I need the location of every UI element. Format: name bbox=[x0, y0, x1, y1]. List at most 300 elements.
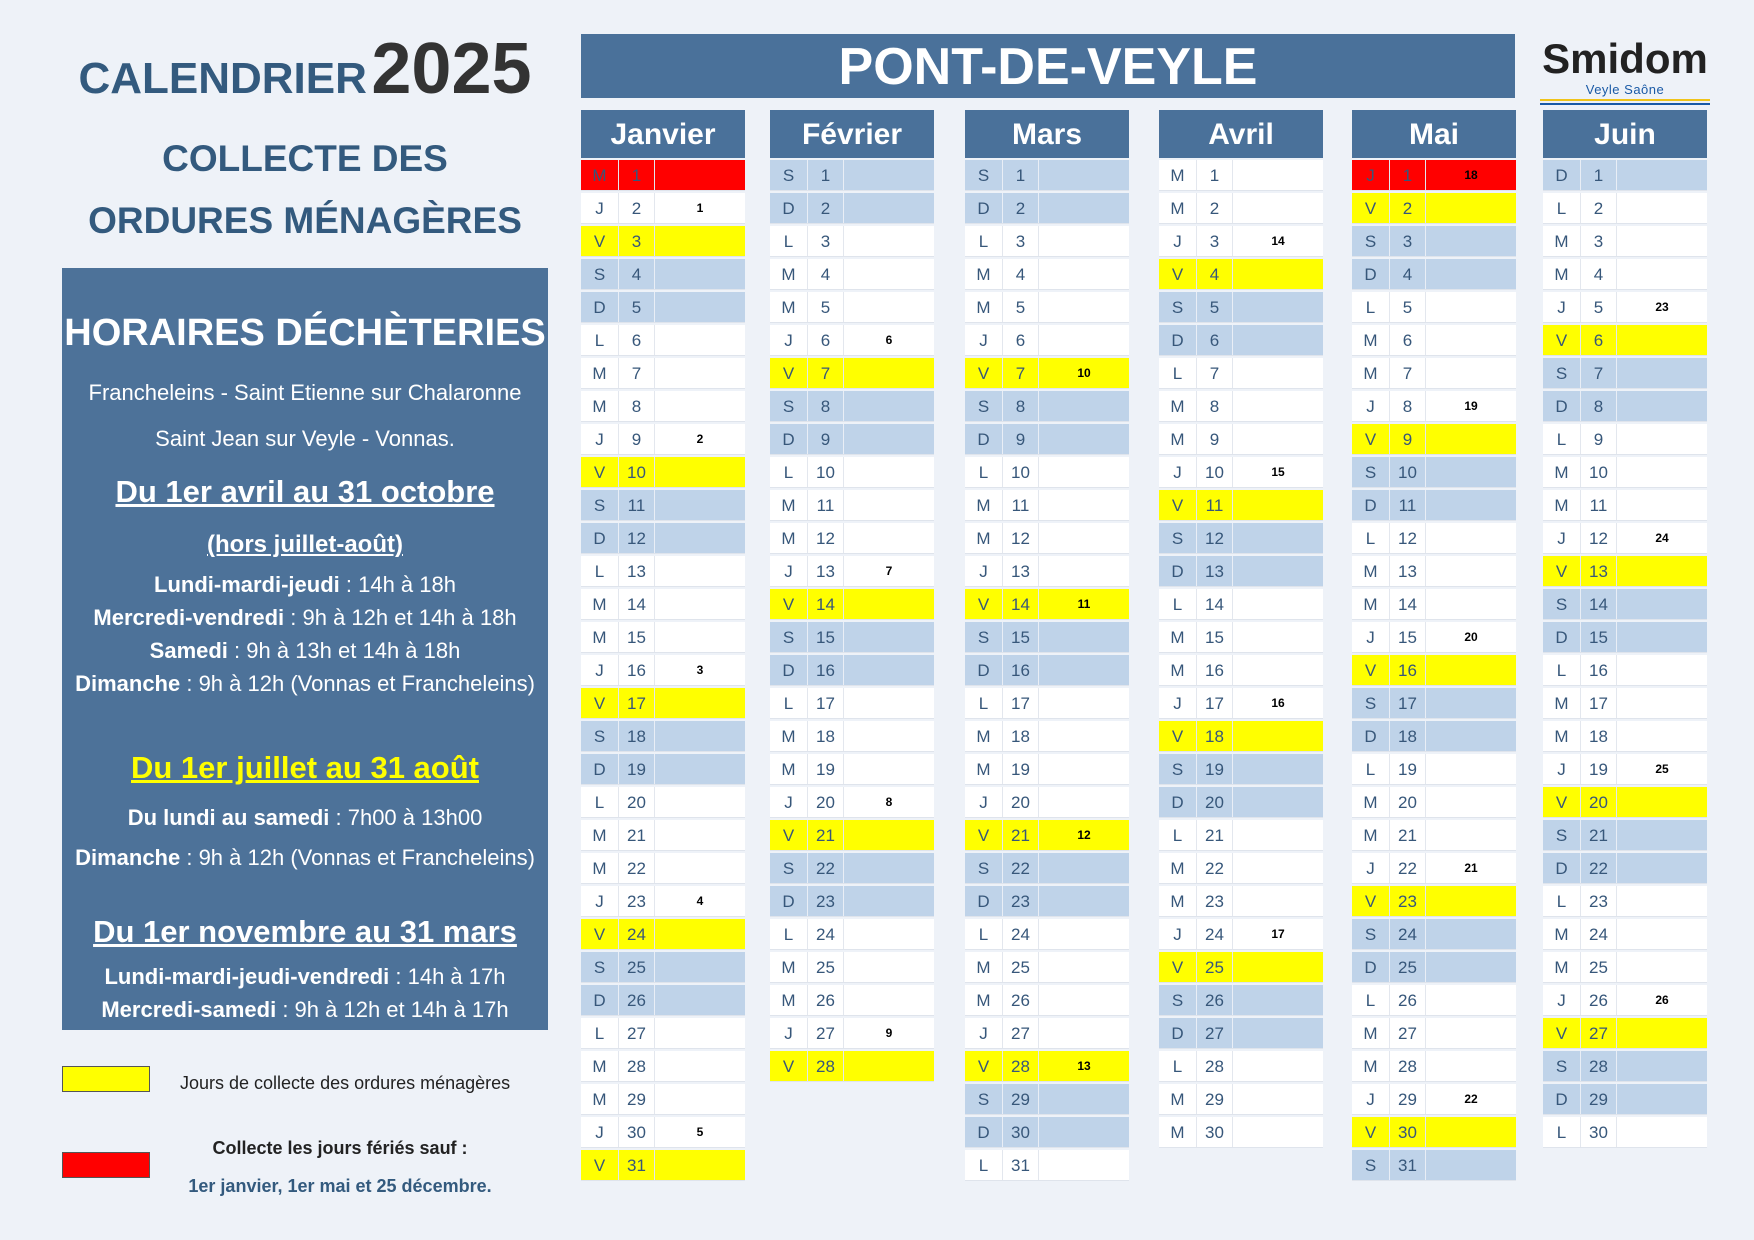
day-row bbox=[770, 721, 934, 752]
schedule-text: : 7h00 à 13h00 bbox=[329, 805, 483, 830]
period-2-line bbox=[62, 805, 548, 831]
day-of-week: S bbox=[1159, 985, 1197, 1015]
collection-number: 21 bbox=[1464, 861, 1478, 875]
day-row bbox=[965, 985, 1129, 1016]
month-header: Mars bbox=[965, 110, 1129, 158]
day-number: 15 bbox=[619, 622, 655, 652]
day-row bbox=[581, 952, 745, 983]
collection-number bbox=[1039, 985, 1129, 1015]
day-row bbox=[965, 754, 1129, 785]
day-of-week: M bbox=[965, 754, 1003, 784]
collection-number bbox=[1233, 358, 1323, 388]
day-number: 15 bbox=[1390, 622, 1426, 652]
day-row bbox=[1159, 985, 1323, 1016]
collection-number bbox=[1426, 523, 1516, 553]
collection-number bbox=[655, 721, 745, 751]
day-of-week: L bbox=[965, 226, 1003, 256]
day-of-week: L bbox=[1543, 424, 1581, 454]
day-of-week: L bbox=[1159, 358, 1197, 388]
day-row bbox=[1159, 820, 1323, 851]
day-row bbox=[965, 1117, 1129, 1148]
day-of-week: S bbox=[581, 259, 619, 289]
day-row bbox=[1543, 424, 1707, 455]
day-number: 26 bbox=[808, 985, 844, 1015]
day-number: 26 bbox=[619, 985, 655, 1015]
collection-number bbox=[1039, 556, 1129, 586]
month-header: Mai bbox=[1352, 110, 1516, 158]
day-number: 22 bbox=[1390, 853, 1426, 883]
day-number: 31 bbox=[619, 1150, 655, 1180]
collection-number bbox=[844, 853, 934, 883]
day-of-week: D bbox=[965, 193, 1003, 223]
day-number: 10 bbox=[1003, 457, 1039, 487]
day-of-week: D bbox=[581, 292, 619, 322]
day-row bbox=[965, 919, 1129, 950]
day-number: 21 bbox=[1581, 820, 1617, 850]
day-of-week: D bbox=[1543, 160, 1581, 190]
day-number: 13 bbox=[1581, 556, 1617, 586]
day-number: 15 bbox=[808, 622, 844, 652]
day-of-week: D bbox=[770, 655, 808, 685]
day-row bbox=[1159, 556, 1323, 587]
collection-number bbox=[1617, 919, 1707, 949]
day-number: 2 bbox=[1390, 193, 1426, 223]
day-of-week: M bbox=[965, 523, 1003, 553]
day-of-week: M bbox=[1159, 655, 1197, 685]
day-row bbox=[965, 391, 1129, 422]
day-of-week: L bbox=[581, 787, 619, 817]
collection-number bbox=[655, 523, 745, 553]
page-title bbox=[0, 28, 610, 110]
day-number: 29 bbox=[1003, 1084, 1039, 1114]
collection-number bbox=[1617, 490, 1707, 520]
day-of-week: S bbox=[965, 622, 1003, 652]
day-of-week: M bbox=[1159, 1117, 1197, 1147]
legend-holiday-text-2: 1er janvier, 1er mai et 25 décembre. bbox=[188, 1176, 492, 1196]
day-number: 3 bbox=[1003, 226, 1039, 256]
day-of-week: J bbox=[1543, 292, 1581, 322]
day-number: 22 bbox=[808, 853, 844, 883]
day-of-week: L bbox=[581, 1018, 619, 1048]
collection-number bbox=[1617, 1018, 1707, 1048]
day-number: 25 bbox=[1581, 952, 1617, 982]
day-number: 15 bbox=[1581, 622, 1617, 652]
collection-number: 12 bbox=[1077, 828, 1091, 842]
collection-number bbox=[844, 226, 934, 256]
day-of-week: M bbox=[581, 853, 619, 883]
day-number: 27 bbox=[1003, 1018, 1039, 1048]
day-of-week: L bbox=[1543, 193, 1581, 223]
day-row bbox=[1352, 721, 1516, 752]
day-row bbox=[965, 1150, 1129, 1181]
day-number: 11 bbox=[1197, 490, 1233, 520]
period-3-line bbox=[62, 997, 548, 1023]
day-of-week: L bbox=[1352, 754, 1390, 784]
day-row bbox=[1159, 853, 1323, 884]
day-number: 24 bbox=[1390, 919, 1426, 949]
locations-line-2: Saint Jean sur Veyle - Vonnas. bbox=[155, 426, 455, 451]
collection-number: 4 bbox=[696, 894, 704, 908]
day-row bbox=[1159, 325, 1323, 356]
day-row bbox=[1543, 1051, 1707, 1082]
collection-number bbox=[1617, 886, 1707, 916]
collection-number: 13 bbox=[1077, 1059, 1091, 1073]
day-of-week: M bbox=[1159, 424, 1197, 454]
day-number: 20 bbox=[619, 787, 655, 817]
collection-number bbox=[1233, 1051, 1323, 1081]
day-number: 14 bbox=[1003, 589, 1039, 619]
day-row bbox=[1543, 160, 1707, 191]
collection-number bbox=[655, 853, 745, 883]
month-days bbox=[965, 160, 1129, 1181]
day-of-week: M bbox=[1543, 952, 1581, 982]
legend-holiday-swatch bbox=[62, 1152, 150, 1178]
collection-number bbox=[1426, 358, 1516, 388]
collection-number bbox=[1233, 952, 1323, 982]
collection-number bbox=[1617, 325, 1707, 355]
collection-number bbox=[1039, 886, 1129, 916]
collection-number bbox=[1617, 688, 1707, 718]
day-row bbox=[581, 226, 745, 257]
day-of-week: D bbox=[965, 1117, 1003, 1147]
collection-number bbox=[655, 985, 745, 1015]
day-number: 1 bbox=[808, 160, 844, 190]
day-number: 5 bbox=[808, 292, 844, 322]
day-of-week: M bbox=[770, 259, 808, 289]
month-column-mars bbox=[965, 110, 1129, 1183]
day-row bbox=[1543, 754, 1707, 785]
collection-number bbox=[1617, 358, 1707, 388]
day-number: 9 bbox=[1197, 424, 1233, 454]
day-number: 19 bbox=[1003, 754, 1039, 784]
day-of-week: J bbox=[770, 325, 808, 355]
collection-number bbox=[1426, 589, 1516, 619]
day-of-week: D bbox=[965, 424, 1003, 454]
collection-number bbox=[655, 160, 745, 190]
collection-number bbox=[1426, 688, 1516, 718]
day-of-week: L bbox=[1159, 589, 1197, 619]
day-of-week: S bbox=[770, 391, 808, 421]
day-number: 4 bbox=[1581, 259, 1617, 289]
day-number: 19 bbox=[1390, 754, 1426, 784]
schedule-label: Mercredi-samedi bbox=[101, 997, 277, 1022]
collection-number bbox=[844, 292, 934, 322]
day-row bbox=[965, 193, 1129, 224]
day-of-week: M bbox=[1159, 193, 1197, 223]
day-row bbox=[1159, 193, 1323, 224]
collection-number bbox=[844, 457, 934, 487]
day-row bbox=[1543, 721, 1707, 752]
day-number: 23 bbox=[619, 886, 655, 916]
day-of-week: D bbox=[581, 523, 619, 553]
collection-number bbox=[1617, 787, 1707, 817]
day-number: 16 bbox=[1390, 655, 1426, 685]
day-number: 12 bbox=[808, 523, 844, 553]
day-row bbox=[1543, 1018, 1707, 1049]
day-number: 28 bbox=[1581, 1051, 1617, 1081]
collection-number bbox=[1617, 1051, 1707, 1081]
day-row bbox=[1543, 1117, 1707, 1148]
collection-number bbox=[655, 820, 745, 850]
day-number: 21 bbox=[808, 820, 844, 850]
period-1-title: Du 1er avril au 31 octobre bbox=[115, 474, 495, 509]
day-number: 8 bbox=[1003, 391, 1039, 421]
collection-number bbox=[844, 490, 934, 520]
collection-number bbox=[1233, 589, 1323, 619]
day-number: 5 bbox=[1581, 292, 1617, 322]
day-number: 17 bbox=[1390, 688, 1426, 718]
day-number: 6 bbox=[1003, 325, 1039, 355]
day-of-week: L bbox=[1352, 292, 1390, 322]
month-header: Janvier bbox=[581, 110, 745, 158]
schedule-label: Dimanche bbox=[75, 845, 181, 870]
day-row bbox=[770, 391, 934, 422]
collection-number bbox=[844, 688, 934, 718]
day-row bbox=[770, 358, 934, 389]
day-row bbox=[1543, 259, 1707, 290]
day-row bbox=[581, 622, 745, 653]
day-number: 25 bbox=[808, 952, 844, 982]
collection-number: 20 bbox=[1464, 630, 1478, 644]
collection-number bbox=[1617, 853, 1707, 883]
day-number: 14 bbox=[808, 589, 844, 619]
day-number: 19 bbox=[808, 754, 844, 784]
collection-number bbox=[655, 589, 745, 619]
day-of-week: D bbox=[1543, 853, 1581, 883]
day-row bbox=[1543, 325, 1707, 356]
day-row bbox=[581, 820, 745, 851]
day-of-week: J bbox=[965, 787, 1003, 817]
day-of-week: J bbox=[1159, 457, 1197, 487]
day-number: 27 bbox=[1390, 1018, 1426, 1048]
day-row bbox=[1352, 787, 1516, 818]
day-number: 8 bbox=[1581, 391, 1617, 421]
day-of-week: V bbox=[965, 820, 1003, 850]
collection-number bbox=[1039, 325, 1129, 355]
collection-number bbox=[1233, 721, 1323, 751]
collection-number bbox=[1039, 1084, 1129, 1114]
day-row bbox=[770, 193, 934, 224]
day-of-week: J bbox=[1352, 622, 1390, 652]
day-of-week: L bbox=[965, 688, 1003, 718]
day-row bbox=[1352, 655, 1516, 686]
day-of-week: M bbox=[770, 721, 808, 751]
day-of-week: S bbox=[1543, 358, 1581, 388]
day-row bbox=[770, 754, 934, 785]
day-of-week: D bbox=[1159, 1018, 1197, 1048]
day-of-week: S bbox=[1159, 754, 1197, 784]
day-of-week: D bbox=[1352, 259, 1390, 289]
day-of-week: M bbox=[1352, 820, 1390, 850]
day-number: 21 bbox=[619, 820, 655, 850]
collection-number bbox=[1426, 721, 1516, 751]
day-row bbox=[965, 490, 1129, 521]
day-row bbox=[1352, 424, 1516, 455]
day-number: 24 bbox=[619, 919, 655, 949]
day-number: 4 bbox=[619, 259, 655, 289]
day-row bbox=[581, 292, 745, 323]
day-number: 8 bbox=[619, 391, 655, 421]
legend-holiday-text-1: Collecte les jours fériés sauf : bbox=[212, 1138, 468, 1158]
collection-number: 25 bbox=[1655, 762, 1669, 776]
day-number: 16 bbox=[1581, 655, 1617, 685]
day-of-week: S bbox=[965, 853, 1003, 883]
day-number: 12 bbox=[619, 523, 655, 553]
page-subtitle bbox=[0, 128, 610, 252]
day-number: 25 bbox=[619, 952, 655, 982]
day-row bbox=[770, 160, 934, 191]
collection-number bbox=[1426, 1051, 1516, 1081]
collection-number bbox=[1233, 787, 1323, 817]
day-of-week: J bbox=[1543, 754, 1581, 784]
collection-number: 23 bbox=[1655, 300, 1669, 314]
collection-number bbox=[655, 325, 745, 355]
day-of-week: M bbox=[581, 820, 619, 850]
day-row bbox=[1352, 193, 1516, 224]
day-row bbox=[1159, 655, 1323, 686]
collection-number bbox=[844, 523, 934, 553]
collection-number bbox=[844, 160, 934, 190]
collection-number bbox=[655, 952, 745, 982]
day-number: 12 bbox=[1581, 523, 1617, 553]
schedule-text: : 9h à 12h et 14h à 18h bbox=[284, 605, 517, 630]
day-of-week: L bbox=[1543, 1117, 1581, 1147]
day-of-week: D bbox=[1352, 721, 1390, 751]
day-number: 3 bbox=[1581, 226, 1617, 256]
day-of-week: V bbox=[1543, 325, 1581, 355]
day-of-week: L bbox=[1543, 655, 1581, 685]
day-row bbox=[581, 985, 745, 1016]
collection-number bbox=[1233, 820, 1323, 850]
day-row bbox=[1159, 1084, 1323, 1115]
day-number: 16 bbox=[1197, 655, 1233, 685]
collection-number bbox=[844, 424, 934, 454]
day-row bbox=[581, 853, 745, 884]
collection-number: 6 bbox=[885, 333, 893, 347]
day-of-week: L bbox=[1352, 985, 1390, 1015]
day-number: 14 bbox=[1197, 589, 1233, 619]
collection-number bbox=[1233, 424, 1323, 454]
day-row bbox=[770, 952, 934, 983]
day-row bbox=[1543, 523, 1707, 554]
day-of-week: S bbox=[1352, 226, 1390, 256]
day-of-week: V bbox=[581, 688, 619, 718]
day-of-week: M bbox=[965, 259, 1003, 289]
day-of-week: M bbox=[1159, 391, 1197, 421]
day-number: 15 bbox=[1197, 622, 1233, 652]
day-number: 25 bbox=[1197, 952, 1233, 982]
locations-line-1: Francheleins - Saint Etienne sur Chalaronne bbox=[88, 380, 522, 405]
day-of-week: V bbox=[1352, 886, 1390, 916]
day-row bbox=[581, 325, 745, 356]
day-number: 3 bbox=[1197, 226, 1233, 256]
day-number: 26 bbox=[1581, 985, 1617, 1015]
collection-number bbox=[1039, 391, 1129, 421]
month-header: Avril bbox=[1159, 110, 1323, 158]
collection-number bbox=[1039, 622, 1129, 652]
day-number: 2 bbox=[808, 193, 844, 223]
collection-number bbox=[844, 391, 934, 421]
collection-number bbox=[1039, 688, 1129, 718]
day-number: 30 bbox=[1390, 1117, 1426, 1147]
day-of-week: L bbox=[965, 919, 1003, 949]
day-row bbox=[965, 226, 1129, 257]
day-row bbox=[1352, 886, 1516, 917]
day-row bbox=[965, 523, 1129, 554]
day-number: 25 bbox=[1003, 952, 1039, 982]
day-number: 28 bbox=[1197, 1051, 1233, 1081]
day-of-week: L bbox=[965, 457, 1003, 487]
collection-number bbox=[1233, 622, 1323, 652]
day-number: 8 bbox=[1197, 391, 1233, 421]
day-row bbox=[770, 886, 934, 917]
collection-number bbox=[1039, 160, 1129, 190]
period-1-line bbox=[62, 638, 548, 664]
day-row bbox=[1159, 589, 1323, 620]
day-row bbox=[1352, 1051, 1516, 1082]
collection-number bbox=[1426, 325, 1516, 355]
day-row bbox=[1352, 589, 1516, 620]
day-row bbox=[1543, 985, 1707, 1016]
day-of-week: M bbox=[581, 1084, 619, 1114]
day-of-week: D bbox=[1159, 787, 1197, 817]
day-row bbox=[1159, 523, 1323, 554]
day-of-week: S bbox=[1543, 1051, 1581, 1081]
collection-number bbox=[1039, 523, 1129, 553]
day-row bbox=[581, 490, 745, 521]
collection-number: 8 bbox=[885, 795, 893, 809]
day-of-week: V bbox=[1352, 424, 1390, 454]
day-number: 23 bbox=[1390, 886, 1426, 916]
collection-number bbox=[655, 259, 745, 289]
collection-number bbox=[1617, 952, 1707, 982]
day-number: 20 bbox=[1581, 787, 1617, 817]
day-number: 30 bbox=[1197, 1117, 1233, 1147]
day-of-week: J bbox=[965, 556, 1003, 586]
day-number: 6 bbox=[808, 325, 844, 355]
collection-number bbox=[1233, 292, 1323, 322]
collection-number: 15 bbox=[1271, 465, 1285, 479]
day-row bbox=[1159, 226, 1323, 257]
collection-number bbox=[844, 886, 934, 916]
day-of-week: M bbox=[1159, 886, 1197, 916]
day-number: 12 bbox=[1390, 523, 1426, 553]
day-of-week: L bbox=[770, 919, 808, 949]
collection-number bbox=[1426, 754, 1516, 784]
day-row bbox=[1352, 1018, 1516, 1049]
day-number: 19 bbox=[619, 754, 655, 784]
schedule-text: : 9h à 13h et 14h à 18h bbox=[227, 638, 461, 663]
collection-number bbox=[1039, 490, 1129, 520]
day-number: 28 bbox=[808, 1051, 844, 1081]
collection-number bbox=[1617, 589, 1707, 619]
collection-number bbox=[655, 622, 745, 652]
day-number: 10 bbox=[1197, 457, 1233, 487]
day-of-week: L bbox=[1543, 886, 1581, 916]
day-number: 13 bbox=[808, 556, 844, 586]
day-number: 3 bbox=[619, 226, 655, 256]
collection-number bbox=[1233, 853, 1323, 883]
day-number: 22 bbox=[1003, 853, 1039, 883]
day-row bbox=[770, 655, 934, 686]
day-row bbox=[1352, 358, 1516, 389]
day-row bbox=[770, 424, 934, 455]
day-number: 13 bbox=[1197, 556, 1233, 586]
day-row bbox=[1352, 1117, 1516, 1148]
collection-number: 5 bbox=[696, 1125, 704, 1139]
day-number: 18 bbox=[808, 721, 844, 751]
month-days bbox=[770, 160, 934, 1082]
